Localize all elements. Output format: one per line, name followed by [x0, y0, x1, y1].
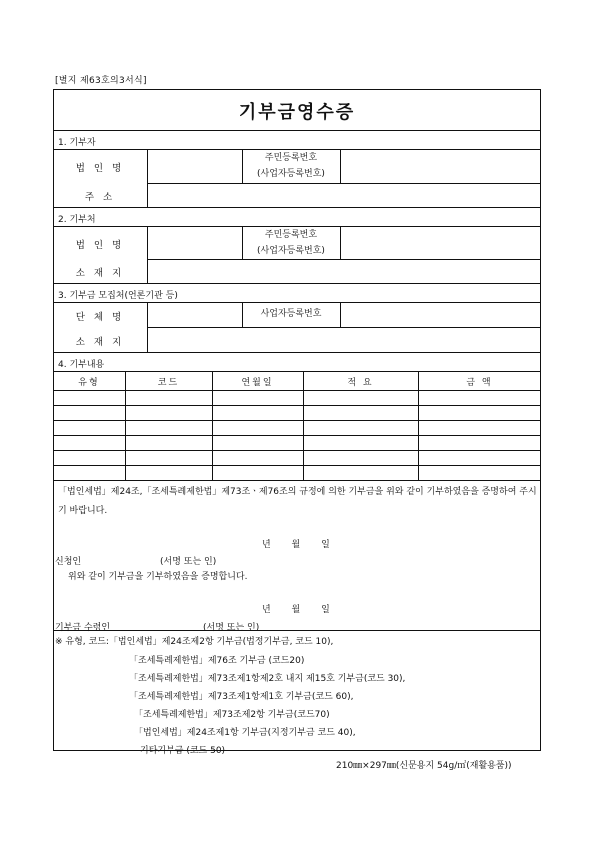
divider: [53, 390, 541, 391]
fundraiser-name-label: 단 체 명: [75, 312, 125, 323]
form-title: 기부금영수증: [238, 102, 356, 123]
divider: [53, 630, 541, 631]
recipient-name-label: 법 인 명: [75, 240, 125, 251]
col-header-code: 코드: [157, 378, 180, 388]
recipient-id-label: 주민등록번호 (사업자등록번호): [257, 230, 325, 256]
donor-name-label: 법 인 명: [75, 163, 125, 174]
certification-statement: 위와 같이 기부금을 기부하였음을 증명합니다.: [68, 572, 248, 582]
divider: [53, 283, 541, 284]
divider: [147, 259, 541, 260]
section-heading-donor: 1. 기부자: [58, 138, 96, 148]
note-line: 기타기부금 (코드 50): [140, 746, 226, 756]
note-line: 「조세특례제한법」제73조제1항제1호 기부금(코드 60),: [129, 692, 354, 702]
col-header-type: 유형: [78, 378, 100, 388]
divider: [147, 149, 148, 207]
divider: [53, 302, 541, 303]
col-header-summary: 적 요: [347, 378, 374, 388]
divider: [340, 302, 341, 327]
divider: [340, 226, 341, 259]
divider: [53, 352, 541, 353]
divider: [340, 149, 341, 183]
col-header-date: 연월일: [241, 378, 274, 388]
donor-address-label: 주 소: [84, 192, 116, 203]
note-line: 「조세특례제한법」제76조 기부금 (코드20): [129, 656, 305, 666]
certification-date: 년 월 일: [262, 605, 330, 615]
section-heading-content: 4. 기부내용: [58, 360, 105, 370]
section-heading-fundraiser: 3. 기부금 모집처(언론기관 등): [58, 291, 178, 301]
fundraiser-address-label: 소 재 지: [75, 337, 125, 348]
paper-spec: 210㎜×297㎜(신문용지 54g/㎡(재활용품)): [336, 761, 512, 771]
divider: [53, 371, 541, 372]
note-line: 「조세특례제한법」제73조제2항 기부금(코드70): [134, 710, 330, 720]
divider: [53, 207, 541, 208]
request-statement: 「법인세법」제24조,「조세특례제한법」제73조ㆍ제76조의 규정에 의한 기부금을 위와 같이 기부하였음을 증명하여 주시기 바랍니다.: [58, 487, 537, 516]
fundraiser-biz-label: 사업자등록번호: [260, 309, 322, 319]
applicant-label: 신청인: [55, 557, 82, 567]
form-reference: [별지 제63호의3서식]: [55, 76, 147, 86]
divider: [53, 435, 541, 436]
divider: [53, 480, 541, 481]
col-header-amount: 금 액: [466, 378, 493, 388]
divider: [53, 420, 541, 421]
divider: [53, 465, 541, 466]
divider: [147, 302, 148, 352]
divider: [147, 226, 148, 283]
divider: [53, 405, 541, 406]
section-heading-recipient: 2. 기부처: [58, 215, 96, 225]
applicant-signature: (서명 또는 인): [160, 557, 217, 567]
note-line: ※ 유형, 코드:「법인세법」제24조제2항 기부금(법정기부금, 코드 10),: [55, 637, 334, 647]
recipient-address-label: 소 재 지: [75, 268, 125, 279]
divider: [53, 450, 541, 451]
divider: [147, 327, 541, 328]
recipient-signature: (서명 또는 인): [203, 623, 260, 633]
note-line: 「조세특례제한법」제73조제1항제2호 내지 제15호 기부금(코드 30),: [129, 674, 406, 684]
divider: [53, 130, 541, 131]
divider: [147, 183, 541, 184]
donor-id-label: 주민등록번호 (사업자등록번호): [257, 153, 325, 179]
request-date: 년 월 일: [262, 540, 330, 550]
note-line: 「법인세법」제24조제1항 기부금(지정기부금 코드 40),: [134, 728, 356, 738]
recipient-label: 기부금 수령인: [55, 623, 111, 633]
